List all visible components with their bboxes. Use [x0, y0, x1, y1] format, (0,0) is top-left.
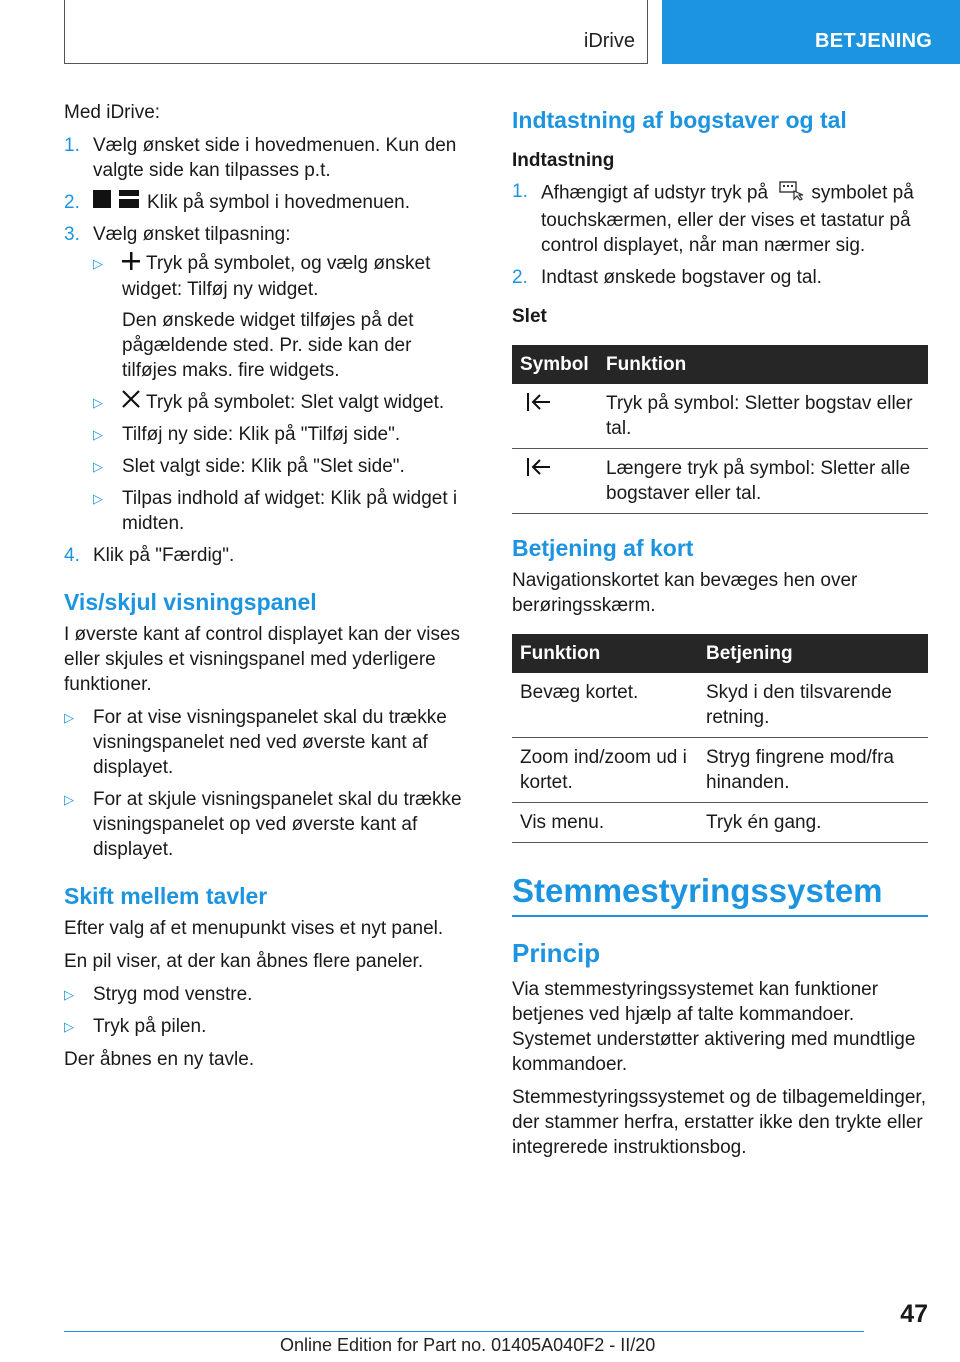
left-column [64, 100, 464, 1080]
delete-table-header-symbol: Symbol [512, 345, 598, 384]
step-4: 4. Klik på "Færdig". [64, 545, 235, 567]
steps-list [64, 133, 464, 568]
panel-bullets [64, 705, 464, 862]
option-add-widget: ▷ Tryk på symbolet, og vælg ønsket widget: Tilføj ny widget. Den ønskede widget tilføjes på det pågældende sted. Pr. side kan der tilføjes maks. fire widgets. [93, 251, 464, 382]
table-row: Bevæg kortet. Skyd i den tilsvarende retning. [512, 673, 928, 738]
step-1: 1. Vælg ønsket side i hovedmenuen. Kun den valgte side kan tilpasses p.t. [64, 135, 457, 181]
map-text: Navigationskortet kan bevæges hen over berøringsskærm. [512, 570, 858, 616]
triangle-bullet-icon: ▷ [64, 1019, 74, 1035]
input-heading: Indtastning [512, 150, 615, 171]
keyboard-touch-icon [779, 179, 805, 208]
switch-bullets [64, 982, 464, 1039]
delete-row-2-text: Længere tryk på symbol: Sletter alle bogstaver eller tal. [598, 449, 928, 514]
intro-text: Med iDrive: [64, 102, 161, 123]
triangle-bullet-icon: ▷ [93, 256, 103, 272]
header-section: iDrive [583, 30, 635, 52]
widget-layout-icon [93, 190, 141, 215]
panel-text: I øverste kant af control displayet kan der vises eller skjules et visningspanel med yderligere funktioner. [64, 624, 461, 696]
input-step-1: 1. Afhængigt af udstyr tryk på symbolet på touchskærmen, eller der vises et tastatur på control displayet, når man nærmer sig. [512, 181, 914, 256]
triangle-bullet-icon: ▷ [93, 459, 103, 475]
plus-icon [122, 252, 140, 277]
customize-options [93, 251, 464, 536]
triangle-bullet-icon: ▷ [93, 427, 103, 443]
principle-text-2: Stemmestyringssystemet og de tilbagemeldinger, der stammer herfra, erstatter ikke den trykte eller integrerede instruktionsbog. [512, 1087, 926, 1158]
footer-edition: Online Edition for Part no. 01405A040F2 - II/20 [280, 1335, 656, 1355]
header-box [64, 0, 648, 64]
triangle-bullet-icon: ▷ [64, 792, 74, 808]
delete-row-1-text: Tryk på symbol: Sletter bogstav eller tal. [598, 384, 928, 449]
table-row: Zoom ind/zoom ud i kortet. Stryg fingrene mod/fra hinanden. [512, 738, 928, 803]
option-delete-widget: ▷ Tryk på symbolet: Slet valgt widget. [93, 390, 464, 415]
triangle-bullet-icon: ▷ [93, 491, 103, 507]
add-widget-note: Den ønskede widget tilføjes på det pågældende sted. Pr. side kan der tilføjes maks. fire widgets. [122, 309, 414, 381]
triangle-bullet-icon: ▷ [64, 987, 74, 1003]
option-delete-page: ▷ Slet valgt side: Klik på "Slet side". [93, 456, 405, 478]
panel-bullet-show: ▷ For at vise visningspanelet skal du trække visningspanelet ned ved øverste kant af displayet. [64, 707, 447, 779]
table-row [512, 384, 928, 449]
input-steps [512, 179, 928, 290]
triangle-bullet-icon: ▷ [64, 710, 74, 726]
step-2: 2. Klik på symbol i hovedmenuen. [64, 190, 464, 215]
map-table-header-function: Funktion [512, 634, 698, 673]
option-adjust-widget: ▷ Tilpas indhold af widget: Klik på widget i midten. [93, 488, 458, 535]
switch-heading: Skift mellem tavler [64, 883, 268, 910]
map-table-header-operation: Betjening [698, 634, 928, 673]
step-3: 3. Vælg ønsket tilpasning: ▷ Tryk på symbolet, og vælg ønsket widget: Tilføj ny widget. Den ønskede widget tilføjes på det pågældende sted. Pr. side kan der tilføjes maks. fire widgets. ▷ Tryk på symbolet: Slet valgt widget. ▷ Tilføj ny side: Klik på "Tilføj side". ▷ Slet valgt side: Klik på "Slet side". ▷ Tilpas indhold af widget: Klik på widget i midten. [64, 222, 464, 536]
principle-text-1: Via stemmestyringssystemet kan funktioner betjenes ved hjælp af talte kommandoer. Systemet understøtter aktivering med mundtlige kommandoer. [512, 979, 916, 1075]
close-icon [122, 390, 140, 415]
page-number: 47 [900, 1300, 928, 1328]
panel-bullet-hide: ▷ For at skjule visningspanelet skal du trække visningspanelet op ved øverste kant af displayet. [64, 789, 462, 861]
delete-table [512, 345, 928, 514]
panel-heading: Vis/skjul visningspanel [64, 589, 317, 616]
backspace-icon [520, 462, 554, 483]
footer-divider [64, 1331, 864, 1332]
option-add-page: ▷ Tilføj ny side: Klik på "Tilføj side". [93, 424, 401, 446]
triangle-bullet-icon: ▷ [93, 394, 103, 410]
delete-heading: Slet [512, 306, 547, 327]
delete-table-header-function: Funktion [598, 345, 928, 384]
map-heading: Betjening af kort [512, 535, 694, 561]
input-step-2: 2. Indtast ønskede bogstaver og tal. [512, 267, 822, 288]
principle-heading: Princip [512, 938, 601, 968]
switch-text-2: En pil viser, at der kan åbnes flere paneler. [64, 951, 424, 973]
header-chapter: BETJENING [662, 0, 960, 64]
switch-text-3: Der åbnes en ny tavle. [64, 1049, 255, 1071]
switch-bullet-swipe: ▷ Stryg mod venstre. [64, 984, 253, 1006]
backspace-icon [520, 397, 554, 418]
map-table [512, 634, 928, 843]
table-row: Vis menu. Tryk én gang. [512, 803, 928, 843]
switch-text-1: Efter valg af et menupunkt vises et nyt panel. [64, 918, 444, 940]
input-section-heading: Indtastning af bogstaver og tal [512, 107, 847, 133]
right-column [512, 100, 928, 1168]
table-row [512, 449, 928, 514]
switch-bullet-tap: ▷ Tryk på pilen. [64, 1016, 207, 1038]
voice-heading: Stemmestyringssystem [512, 871, 928, 917]
